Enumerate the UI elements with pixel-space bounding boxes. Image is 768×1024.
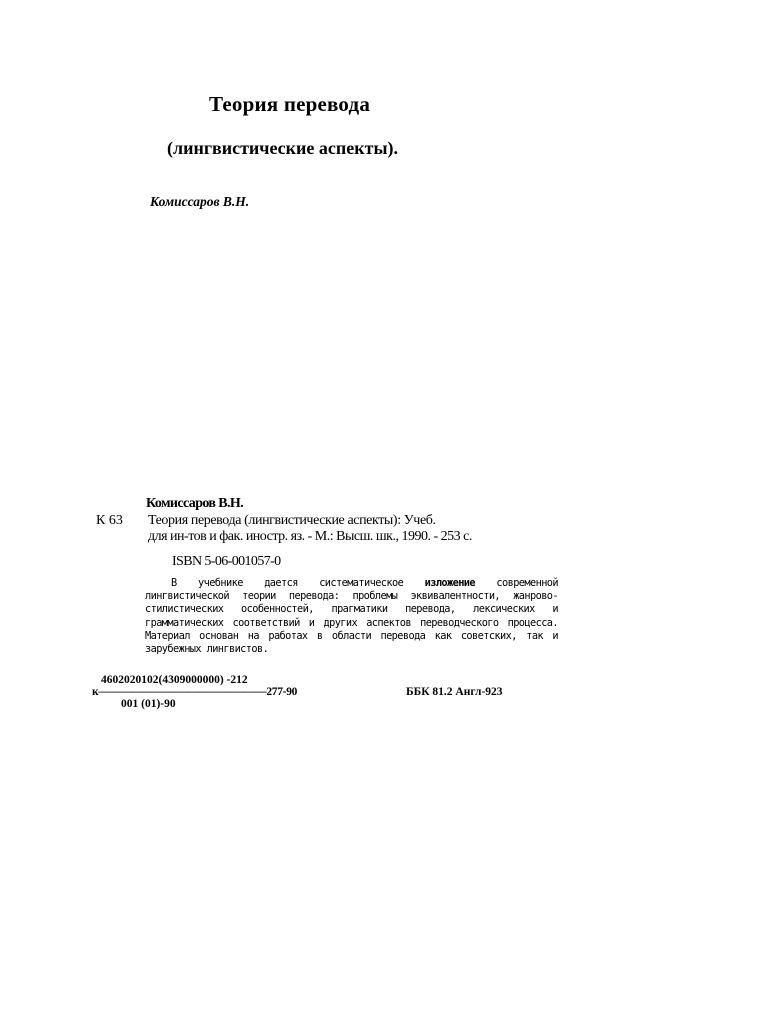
book-subtitle: (лингвистические аспекты).	[167, 138, 398, 158]
bbk-code: ББК 81.2 Англ-923	[406, 686, 503, 698]
card-author: Комиссаров В.Н.	[146, 496, 244, 511]
isbn: ISBN 5-06-001057-0	[172, 554, 281, 569]
card-description-line2: для ин-тов и фак. иностр. яз. - М.: Высш. шк., 1990. - 253 с.	[148, 529, 472, 544]
abstract-start: В учебнике дается систематическое	[171, 577, 425, 589]
catalog-code-line: к———————————————277-90	[92, 686, 298, 698]
abstract-rest: современной лингвистической теории перевода: проблемы эквивалентности, жанрово-стилистических особенностей, прагматики перевода, лексических и грамматических соответствий и других аспектов переводческого процесса. Материал основан на работах в области перевода как советских, так и зарубежных лингвистов.	[145, 577, 558, 656]
book-author: Комиссаров В.Н.	[150, 194, 250, 209]
abstract-paragraph	[145, 577, 558, 656]
catalog-code-3: 001 (01)-90	[121, 698, 176, 710]
card-index: К 63	[96, 513, 123, 528]
card-description-line1: Теория перевода (лингвистические аспекты): Учеб.	[148, 513, 436, 528]
catalog-code-1: 4602020102(4309000000) -212	[101, 674, 248, 686]
book-title: Теория перевода	[209, 92, 371, 116]
abstract-bold-word: изложение	[424, 577, 475, 589]
